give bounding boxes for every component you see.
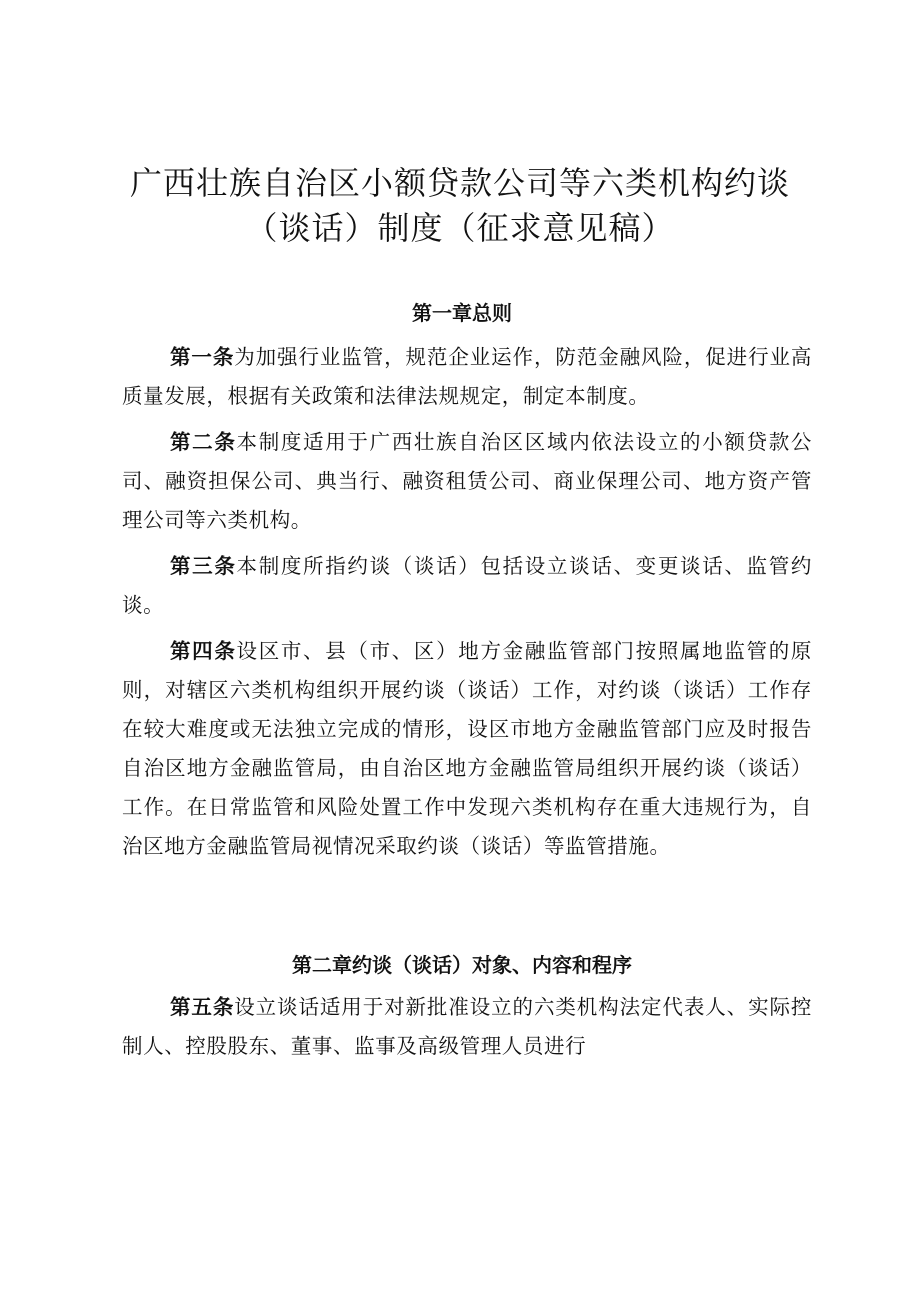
chapter-1-body	[122, 338, 812, 866]
document-title-line-2: （谈话）制度（征求意见稿）	[245, 209, 675, 247]
chapter-2-body	[122, 988, 812, 1066]
article-2	[122, 423, 812, 540]
article-4-text: 设区市、县（市、区）地方金融监管部门按照属地监管的原则，对辖区六类机构组织开展约谈（谈话）工作，对约谈（谈话）工作存在较大难度或无法独立完成的情形，设区市地方金融监管部门应及时报告自治区地方金融监管局，由自治区地方金融监管局组织开展约谈（谈话）工作。在日常监管和风险处置工作中发现六类机构存在重大违规行为，自治区地方金融监管局视情况采取约谈（谈话）等监管措施。	[122, 639, 812, 858]
article-3-text: 本制度所指约谈（谈话）包括设立谈话、变更谈话、监管约谈。	[122, 554, 812, 617]
article-4	[122, 632, 812, 866]
article-1-label: 第一条	[170, 345, 235, 369]
article-5-text: 设立谈话适用于对新批准设立的六类机构法定代表人、实际控制人、控股股东、董事、监事及高级管理人员进行	[122, 995, 812, 1058]
article-5	[122, 988, 812, 1066]
article-3	[122, 547, 812, 625]
article-5-label: 第五条	[170, 995, 235, 1019]
chapter-heading-2: 第二章约谈（谈话）对象、内容和程序	[292, 953, 632, 977]
chapter-heading-1: 第一章总则	[412, 301, 512, 325]
article-2-text: 本制度适用于广西壮族自治区区域内依法设立的小额贷款公司、融资担保公司、典当行、融资租赁公司、商业保理公司、地方资产管理公司等六类机构。	[122, 430, 812, 532]
article-2-label: 第二条	[170, 430, 237, 454]
article-1	[122, 338, 812, 416]
document-title-line-1: 广西壮族自治区小额贷款公司等六类机构约谈	[129, 164, 790, 202]
article-3-label: 第三条	[170, 554, 237, 578]
article-1-text: 为加强行业监管，规范企业运作，防范金融风险，促进行业高质量发展，根据有关政策和法律法规规定，制定本制度。	[122, 345, 812, 408]
article-4-label: 第四条	[170, 639, 237, 663]
